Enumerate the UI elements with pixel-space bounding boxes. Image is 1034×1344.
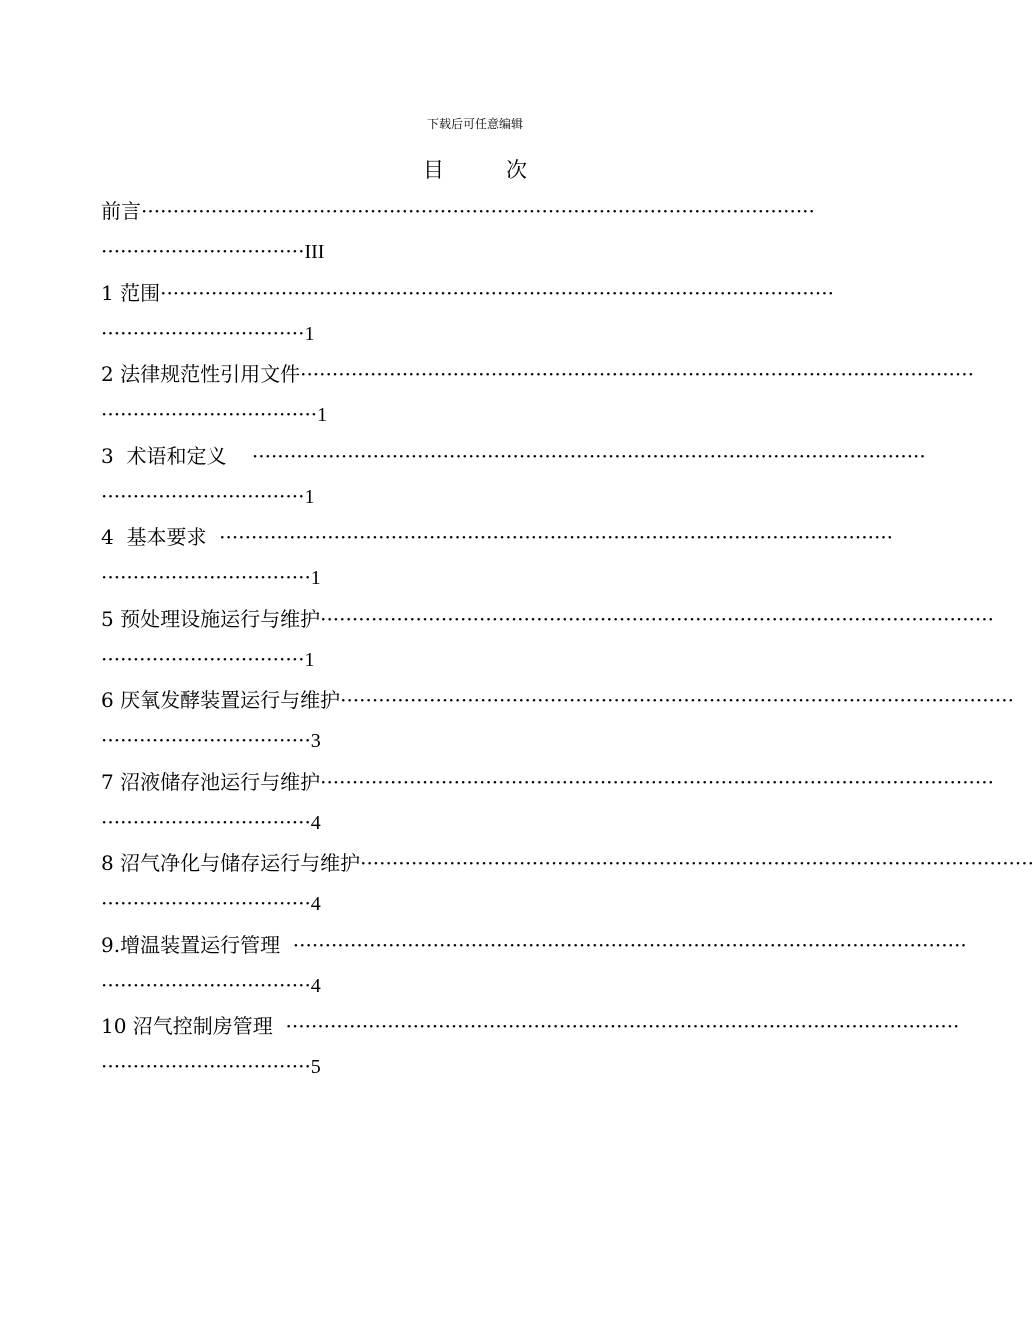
- toc-page-number: 1: [304, 322, 315, 345]
- toc-entry[interactable]: [101, 766, 994, 848]
- toc-title-left: 目: [423, 158, 444, 182]
- toc-entry-title: 5 预处理设施运行与维护: [101, 606, 321, 631]
- toc-page-number: 1: [304, 485, 315, 508]
- toc-entry[interactable]: [101, 440, 926, 522]
- toc-entry-title: 4 基本要求: [101, 525, 220, 549]
- toc-page-number: 3: [310, 730, 321, 752]
- toc-page-number: 1: [317, 404, 328, 426]
- toc-page-number: 1: [310, 567, 321, 589]
- toc-entry-title: 3 术语和定义: [101, 443, 252, 468]
- toc-page-number: 5: [310, 1056, 321, 1078]
- toc-page-number: III: [304, 241, 325, 263]
- toc-leader-dots: ··········································································································: [300, 362, 974, 386]
- toc-entry-title: 7 沼液储存池运行与维护: [101, 769, 321, 794]
- toc-leader-dots: ·································: [101, 809, 311, 834]
- toc-entry[interactable]: [101, 358, 974, 440]
- toc-page-number: 4: [310, 811, 321, 834]
- toc-leader-dots: ··········································································································: [285, 1014, 960, 1038]
- toc-leader-dots: ·································: [101, 972, 311, 997]
- toc-leader-dots: ·································: [101, 891, 311, 915]
- toc-entry-title: 8 沼气净化与储存运行与维护: [101, 851, 361, 875]
- toc-leader-dots: ··········································································································: [320, 769, 994, 794]
- toc-title-right: 次: [506, 158, 527, 182]
- toc-leader-dots: ·································: [101, 1054, 311, 1078]
- toc-entry[interactable]: [101, 195, 849, 277]
- toc-leader-dots: ································: [101, 483, 305, 508]
- toc-entry-title: 9.增温装置运行管理: [101, 932, 293, 957]
- toc-page-number: 4: [310, 974, 321, 997]
- toc-leader-dots: ································: [101, 239, 305, 263]
- toc-entry[interactable]: [101, 603, 994, 685]
- toc-leader-dots: ··········································································································: [251, 443, 926, 468]
- toc-leader-dots: ··········································································································: [219, 525, 894, 549]
- toc-entry[interactable]: [101, 684, 1014, 766]
- toc-leader-dots: ································: [101, 320, 305, 345]
- toc-leader-dots: ································: [101, 646, 305, 671]
- toc-leader-dots: ·································: [101, 565, 311, 589]
- toc-entry-title: 1 范围: [101, 280, 161, 305]
- toc-leader-dots: ··········································································································: [292, 932, 967, 957]
- toc-page-number: 4: [310, 893, 321, 915]
- toc-entry[interactable]: [101, 929, 967, 1011]
- toc-leader-dots: ··································: [101, 402, 318, 426]
- toc-leader-dots: ··········································································································: [160, 280, 834, 305]
- table-of-contents: [101, 195, 1034, 1092]
- header-note: 下载后可任意编辑: [426, 117, 523, 131]
- toc-entry-title: 10 沼气控制房管理: [101, 1014, 286, 1038]
- toc-leader-dots: ··········································································································: [340, 688, 1014, 712]
- toc-title: [0, 157, 950, 183]
- toc-entry[interactable]: [101, 521, 894, 603]
- toc-page-number: 1: [304, 648, 315, 671]
- toc-leader-dots: ··········································································································: [141, 199, 815, 223]
- toc-entry-title: 2 法律规范性引用文件: [101, 362, 301, 386]
- toc-leader-dots: ··········································································································: [360, 851, 1034, 875]
- toc-leader-dots: ·································: [101, 728, 311, 752]
- toc-entry[interactable]: [101, 1010, 960, 1092]
- toc-entry-title: 前言: [101, 199, 141, 223]
- toc-entry[interactable]: [101, 277, 849, 359]
- toc-entry-title: 6 厌氧发酵装置运行与维护: [101, 688, 341, 712]
- toc-entry[interactable]: [101, 847, 1034, 929]
- toc-leader-dots: ··········································································································: [320, 606, 994, 631]
